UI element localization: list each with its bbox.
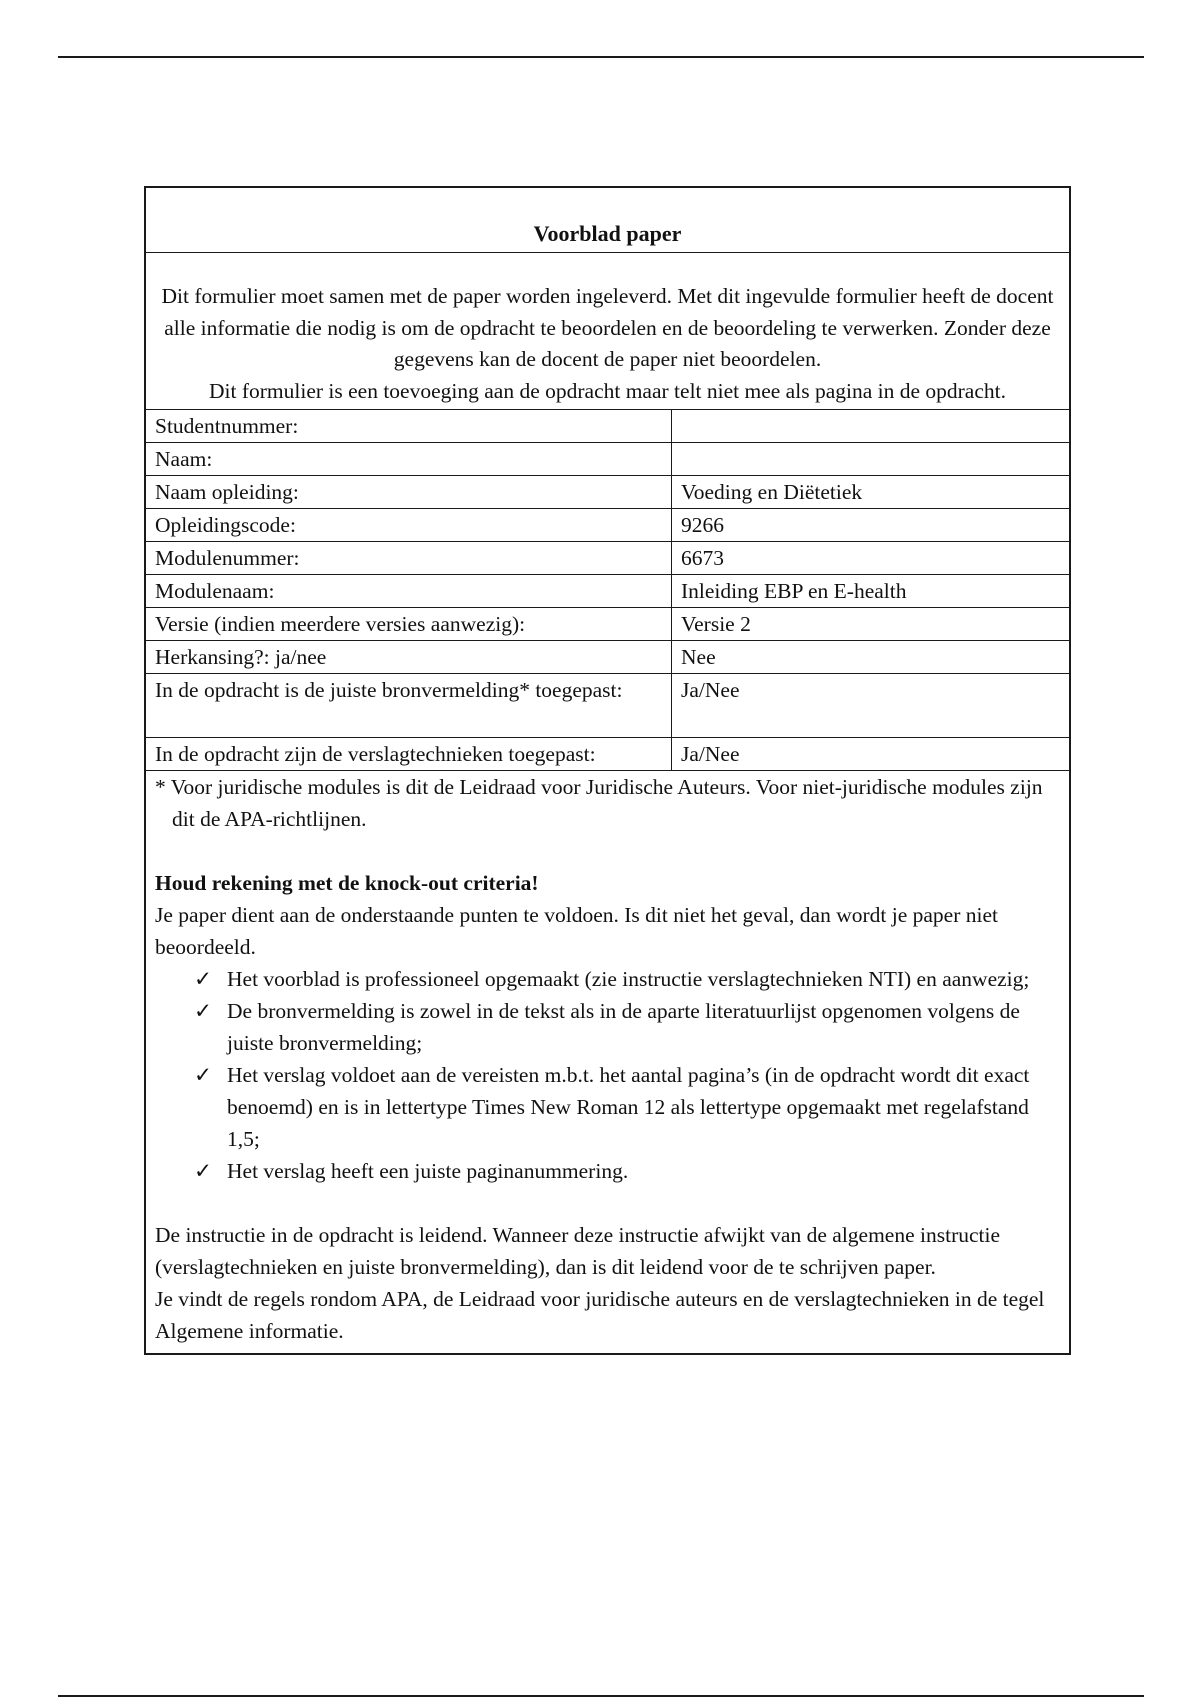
field-value[interactable]: Inleiding EBP en E-health bbox=[672, 575, 1071, 608]
field-label: Studentnummer: bbox=[145, 410, 672, 443]
header-rule bbox=[58, 56, 1144, 58]
field-label: Herkansing?: ja/nee bbox=[145, 641, 672, 674]
table-row bbox=[145, 410, 1070, 443]
criterion-text: Het voorblad is professioneel opgemaakt (zie instructie verslagtechnieken NTI) en aanwezig; bbox=[227, 967, 1030, 991]
closing-paragraph: De instructie in de opdracht is leidend. Wanneer deze instructie afwijkt van de algemene instructie (verslagtechnieken en juiste bronvermelding), dan is dit leidend voor de te schrijven paper. bbox=[155, 1223, 1001, 1279]
list-item bbox=[194, 1155, 1060, 1187]
checkmark-icon: ✓ bbox=[194, 1159, 213, 1183]
field-value[interactable]: 6673 bbox=[672, 542, 1071, 575]
field-value[interactable]: Voeding en Diëtetiek bbox=[672, 476, 1071, 509]
footnote: * Voor juridische modules is dit de Leidraad voor Juridische Auteurs. Voor niet-juridische modules zijn dit de APA-richtlijnen. bbox=[155, 775, 1043, 831]
criteria-list bbox=[155, 963, 1060, 1187]
field-value[interactable]: Versie 2 bbox=[672, 608, 1071, 641]
closing-paragraph: Je vindt de regels rondom APA, de Leidraad voor juridische auteurs en de verslagtechnieken in de tegel Algemene informatie. bbox=[155, 1287, 1045, 1343]
field-label: In de opdracht is de juiste bronvermelding* toegepast: bbox=[145, 674, 672, 738]
field-label: Naam opleiding: bbox=[145, 476, 672, 509]
field-value[interactable]: Ja/Nee bbox=[672, 738, 1071, 771]
intro-paragraph: Dit formulier is een toevoeging aan de opdracht maar telt niet mee als pagina in de opdracht. bbox=[208, 378, 1006, 403]
list-item bbox=[194, 963, 1060, 995]
footer-rule bbox=[58, 1695, 1144, 1697]
list-item bbox=[194, 1059, 1060, 1155]
field-value[interactable]: 9266 bbox=[672, 509, 1071, 542]
table-row bbox=[145, 542, 1070, 575]
knockout-heading: Houd rekening met de knock-out criteria! bbox=[155, 871, 539, 895]
form-title: Voorblad paper bbox=[145, 187, 1070, 253]
criterion-text: De bronvermelding is zowel in de tekst als in de aparte literatuurlijst opgenomen volgens de juiste bronvermelding; bbox=[227, 999, 1020, 1055]
table-row bbox=[145, 641, 1070, 674]
checkmark-icon: ✓ bbox=[194, 967, 213, 991]
list-item bbox=[194, 995, 1060, 1059]
field-label: In de opdracht zijn de verslagtechnieken toegepast: bbox=[145, 738, 672, 771]
table-row bbox=[145, 738, 1070, 771]
table-row bbox=[145, 608, 1070, 641]
table-row bbox=[145, 674, 1070, 738]
table-row bbox=[145, 443, 1070, 476]
field-value[interactable]: Ja/Nee bbox=[672, 674, 1071, 738]
checkmark-icon: ✓ bbox=[194, 1063, 213, 1087]
field-value[interactable]: Nee bbox=[672, 641, 1071, 674]
cover-form bbox=[144, 186, 1071, 1355]
field-value[interactable] bbox=[672, 410, 1071, 443]
criterion-text: Het verslag heeft een juiste paginanummering. bbox=[227, 1159, 629, 1183]
table-row bbox=[145, 575, 1070, 608]
field-value[interactable] bbox=[672, 443, 1071, 476]
field-label: Opleidingscode: bbox=[145, 509, 672, 542]
field-label: Naam: bbox=[145, 443, 672, 476]
field-label: Modulenummer: bbox=[145, 542, 672, 575]
field-label: Modulenaam: bbox=[145, 575, 672, 608]
table-row bbox=[145, 476, 1070, 509]
intro-paragraph: Dit formulier moet samen met de paper worden ingeleverd. Met dit ingevulde formulier heeft de docent alle informatie die nodig is om de opdracht te beoordelen en de beoordeling te verwerken. Zonder deze gegevens kan de docent de paper niet beoordelen. bbox=[161, 284, 1054, 371]
table-row bbox=[145, 509, 1070, 542]
checkmark-icon: ✓ bbox=[194, 999, 213, 1023]
criterion-text: Het verslag voldoet aan de vereisten m.b.t. het aantal pagina’s (in de opdracht wordt dit exact benoemd) en is in lettertype Times New Roman 12 als lettertype opgemaakt met regelafstand 1,5; bbox=[227, 1063, 1030, 1151]
instructions-section bbox=[145, 771, 1070, 1355]
form-intro bbox=[145, 253, 1070, 410]
field-label: Versie (indien meerdere versies aanwezig): bbox=[145, 608, 672, 641]
knockout-intro: Je paper dient aan de onderstaande punten te voldoen. Is dit niet het geval, dan wordt je paper niet beoordeeld. bbox=[155, 903, 998, 959]
